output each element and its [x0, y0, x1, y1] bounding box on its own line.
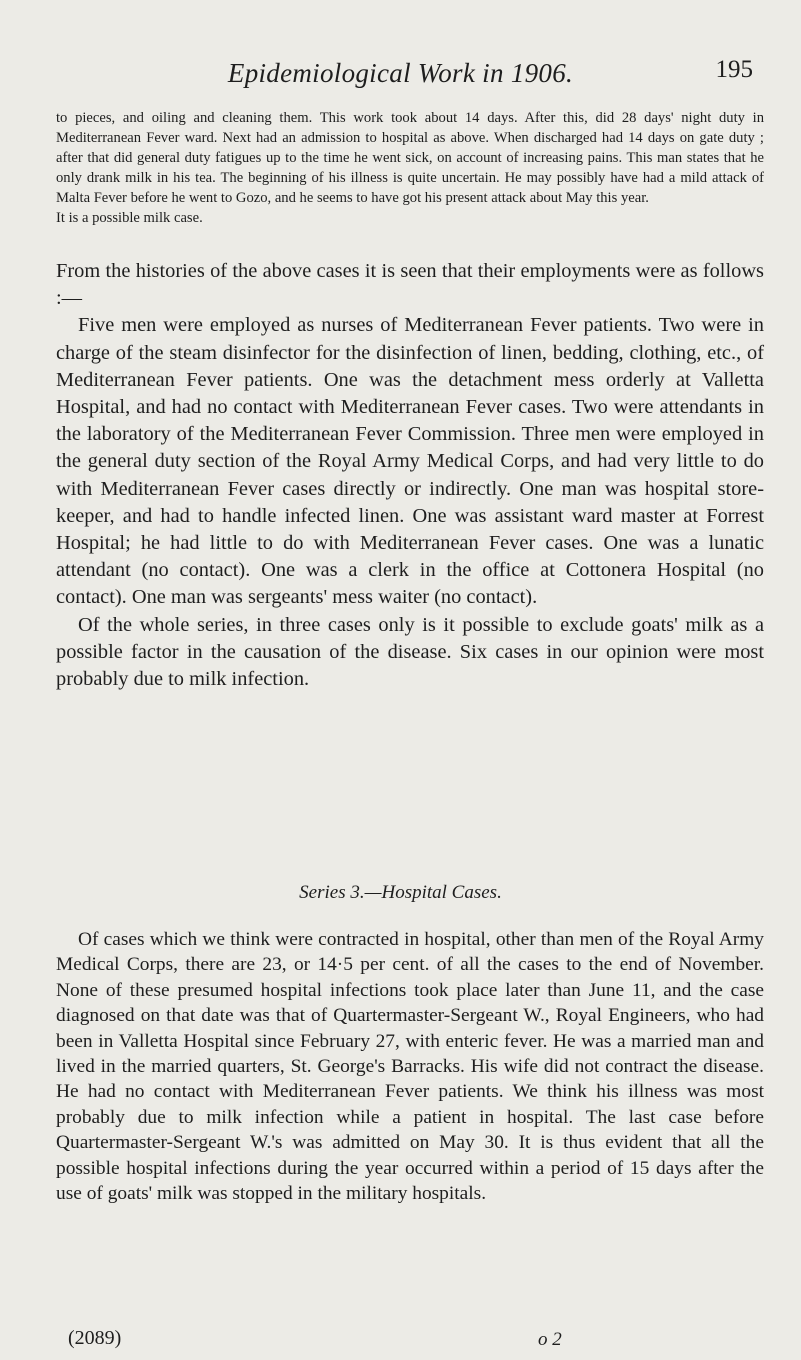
case-note-conclusion: It is a possible milk case. — [56, 210, 203, 226]
section-heading: Series 3.—Hospital Cases. — [299, 882, 502, 903]
body-paragraph: From the histories of the above cases it is seen that their employments were as follows :— — [56, 260, 764, 310]
print-number: (2089) — [68, 1327, 122, 1349]
body-paragraph: Of cases which we think were contracted in hospital, other than men of the Royal Army Medical Corps, there are 23, or 14·5 per cent. of all the cases to the end of November. None of these presumed hospital infections took place later than June 11, and the case diagnosed on that date was that of Quartermaster-Sergeant W., Royal Engineers, who had been in Valletta Hospital since February 27, with enteric fever. He was a married man and lived in the married quarters, St. George's Barracks. His wife did not contract the disease. He had no contact with Mediterranean Fever patients. We think his illness was most probably due to milk infection while a patient in hospital. The last case before Quartermaster-Sergeant W.'s was admitted on May 30. It is thus evident that all the possible hospital infections during the year occurred within a period of 15 days after the use of goats' milk was stopped in the military hospitals. — [56, 929, 764, 1205]
hospital-cases-section — [56, 927, 764, 1206]
employments-section — [56, 258, 764, 693]
case-note-block — [56, 108, 764, 228]
body-paragraph: Five men were employed as nurses of Mediterranean Fever patients. Two were in charge of the steam disinfector for the disinfection of linen, bedding, clothing, etc., of Mediterranean Fever patients. One was the detachment mess orderly at Valletta Hospital, and had no contact with Mediterranean Fever cases. Two were attendants in the laboratory of the Mediterranean Fever Commission. Three men were employed in the general duty section of the Royal Army Medical Corps, and had very little to do with Mediterranean Fever cases directly or indirectly. One man was hospital store-keeper, and had to handle infected linen. One was assistant ward master at Forrest Hospital; he had little to do with Mediterranean Fever cases. One was a lunatic attendant (no contact). One was a clerk in the office at Cottonera Hospital (no contact). One man was sergeants' mess waiter (no contact). — [56, 314, 764, 609]
running-title: Epidemiological Work in 1906. — [227, 58, 574, 88]
body-paragraph: Of the whole series, in three cases only is it possible to exclude goats' milk as a possible factor in the causation of the disease. Six cases in our opinion were most probably due to milk infection. — [56, 613, 764, 691]
page-number: 195 — [715, 56, 753, 83]
signature-mark: o 2 — [538, 1329, 562, 1350]
case-note-paragraph: to pieces, and oiling and cleaning them. This work took about 14 days. After this, did 28 days' night duty in Mediterranean Fever ward. Next had an admission to hospital as above. When discharged had 14 days on gate duty ; after that did general duty fatigues up to the time he went sick, on account of increasing pains. This man states that he only drank milk in his tea. The beginning of his illness is quite uncertain. He may possibly have had a mild attack of Malta Fever before he went to Gozo, and he seems to have got his present attack about May this year. — [56, 110, 764, 206]
